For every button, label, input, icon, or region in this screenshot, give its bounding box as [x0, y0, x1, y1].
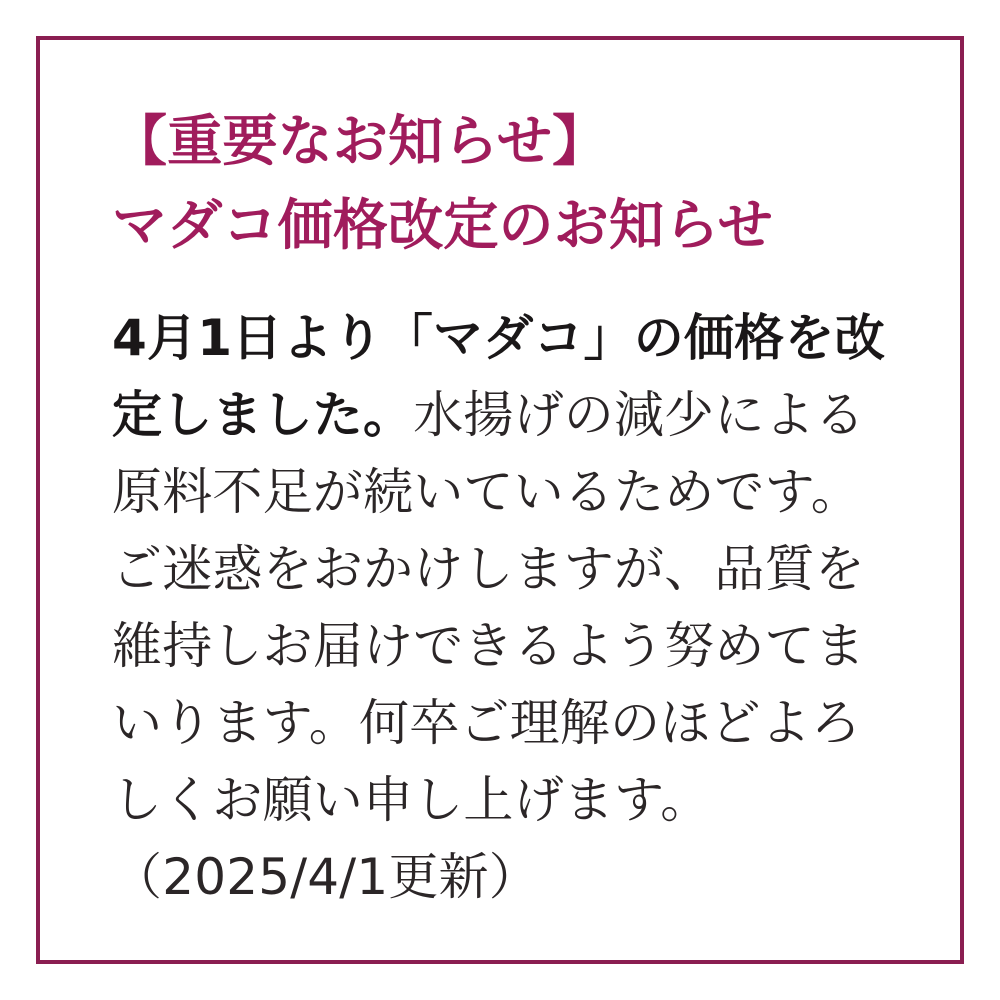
- notice-card: [36, 36, 964, 964]
- page-title: [112, 102, 894, 264]
- notice-body-emphasis: 4月1日より「マダコ」の価格を改定しました。: [112, 309, 885, 445]
- page-title-line-2: マダコ価格改定のお知らせ: [112, 193, 773, 258]
- notice-body-detail: 水揚げの減少による原料不足が続いているためです。ご迷惑をおかけしますが、品質を維持しお届けできるよう努めてまいります。何卒ご理解のほどよろしくお願い申し上げます。（2025/4/1更新）: [112, 386, 866, 907]
- page-title-line-1: 【重要なお知らせ】: [112, 109, 608, 173]
- notice-content: [40, 40, 960, 916]
- notice-body: [112, 300, 894, 916]
